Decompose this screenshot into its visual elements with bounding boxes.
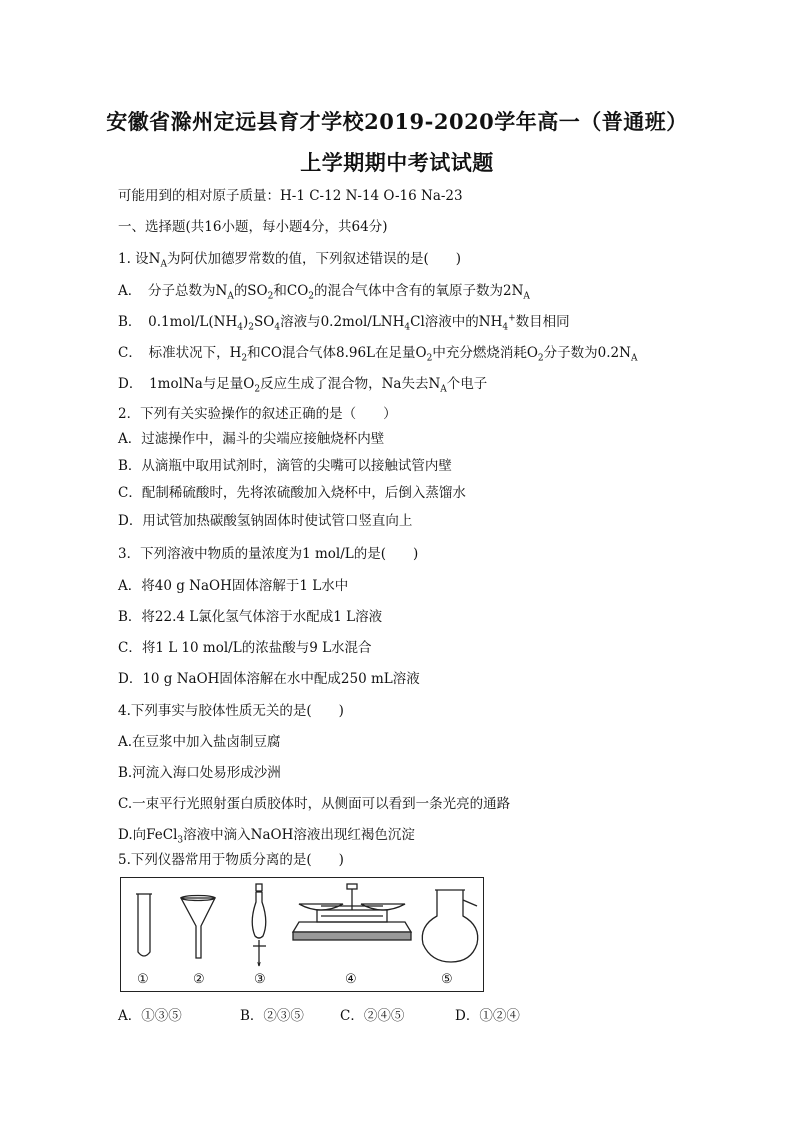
question-4-option-d: D.向FeCl$_3$溶液中滴入NaOH溶液出现红褐色沉淀: [118, 827, 415, 846]
question-2-option-a: A．过滤操作中，漏斗的尖端应接触烧杯内壁: [118, 431, 385, 447]
figure-label-1: ①: [137, 972, 149, 987]
funnel-icon: [181, 896, 215, 959]
question-2-stem: 2．下列有关实验操作的叙述正确的是（ ）: [118, 406, 397, 422]
question-4-stem: 4.下列事实与胶体性质无关的是( ): [118, 703, 344, 719]
question-3-option-d: D．10 g NaOH固体溶解在水中配成250 mL溶液: [118, 671, 420, 687]
figure-label-2: ②: [193, 972, 205, 987]
question-1-option-a: A． 分子总数为$N_A$的$SO_2$和$CO_2$的混合气体中含有的氧原子数为$2N_A$: [118, 283, 530, 302]
exam-title-line2: 上学期期中考试试题: [300, 150, 494, 175]
exam-title-line1: 安徽省滁州定远县育才学校2019-2020学年高一（普通班）: [106, 109, 688, 134]
atomic-masses: 可能用到的相对原子质量：H-1 C-12 N-14 O-16 Na-23: [118, 188, 463, 204]
figure-label-4: ④: [345, 972, 357, 987]
question-5-option-d: D．①②④: [455, 1008, 520, 1024]
question-4-option-a: A.在豆浆中加入盐卤制豆腐: [118, 734, 281, 750]
separatory-funnel-icon: [252, 884, 266, 966]
apparatus-figure: [120, 877, 484, 992]
question-1-option-d: D． 1molNa与足量$O_2$反应生成了混合物，Na失去$N_A$个电子: [118, 376, 488, 395]
question-5-option-c: C．②④⑤: [340, 1008, 405, 1024]
figure-label-5: ⑤: [441, 972, 453, 987]
question-3-option-b: B．将22.4 L氯化氢气体溶于水配成1 L溶液: [118, 609, 383, 625]
figure-label-3: ③: [254, 972, 266, 987]
question-2-option-c: C．配制稀硫酸时，先将浓硫酸加入烧杯中，后倒入蒸馏水: [118, 485, 466, 501]
question-1-stem: 1. 设$N_A$为阿伏加德罗常数的值，下列叙述错误的是( ): [118, 251, 462, 270]
question-2-option-d: D．用试管加热碳酸氢钠固体时使试管口竖直向上: [118, 513, 413, 529]
section-heading: 一、选择题(共16小题，每小题4分，共64分): [118, 219, 388, 235]
test-tube-icon: [136, 894, 152, 956]
question-2-option-b: B．从滴瓶中取用试剂时，滴管的尖嘴可以接触试管内壁: [118, 458, 452, 474]
question-5-stem: 5.下列仪器常用于物质分离的是( ): [118, 852, 344, 868]
question-3-option-a: A．将40 g NaOH固体溶解于1 L水中: [118, 578, 349, 594]
question-5-option-a: A．①③⑤: [118, 1008, 182, 1024]
question-4-option-c: C.一束平行光照射蛋白质胶体时，从侧面可以看到一条光亮的通路: [118, 796, 511, 812]
question-3-option-c: C．将1 L 10 mol/L的浓盐酸与9 L水混合: [118, 640, 372, 656]
question-3-stem: 3．下列溶液中物质的量浓度为1 mol/L的是( ): [118, 546, 419, 562]
apparatus-drawing: [121, 878, 483, 991]
question-5-option-b: B．②③⑤: [240, 1008, 304, 1024]
question-1-option-b: B． $0.1mol/L(NH_4)_2SO_4$溶液与$0.2mol/LNH_4Cl$溶液中的$NH_4^+$数目相同: [118, 313, 570, 333]
distillation-flask-icon: [422, 890, 477, 962]
question-4-option-b: B.河流入海口处易形成沙洲: [118, 765, 281, 781]
question-1-option-c: C． 标准状况下，$H_2$和CO混合气体8.96L在足量$O_2$中充分燃烧消耗$O_2$分子数为$0.2N_A$: [118, 345, 638, 364]
balance-icon: [293, 884, 411, 940]
